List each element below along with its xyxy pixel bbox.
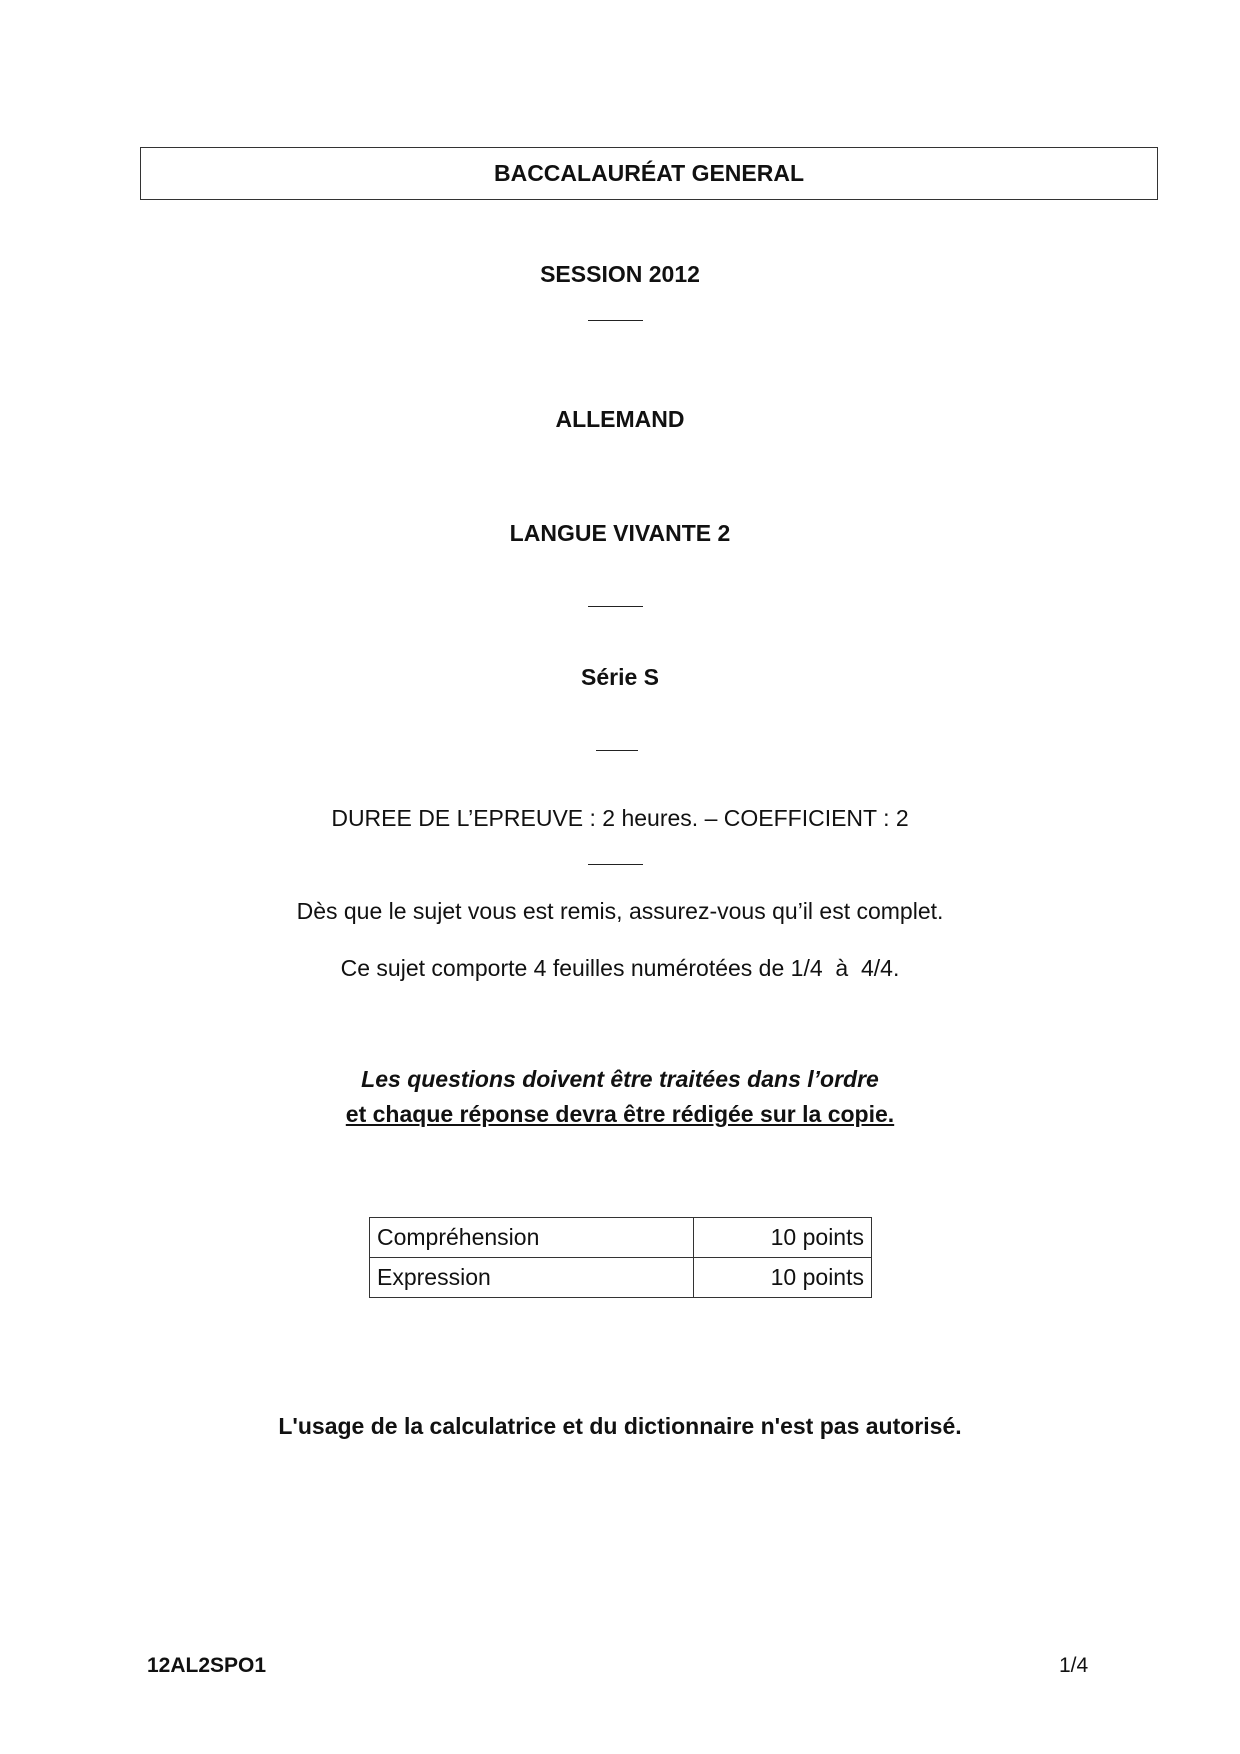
table-row xyxy=(370,1218,872,1258)
calculator-notice: L'usage de la calculatrice et du dictionnaire n'est pas autorisé. xyxy=(278,1413,962,1439)
language-level-label: LANGUE VIVANTE 2 xyxy=(509,520,731,546)
section-name: Compréhension xyxy=(370,1218,694,1258)
duration-coefficient: DUREE DE L’EPREUVE : 2 heures. – COEFFICIENT : 2 xyxy=(331,805,909,831)
series-label: Série S xyxy=(581,664,659,690)
order-instruction: Les questions doivent être traitées dans l’ordre xyxy=(361,1066,879,1092)
page-count-instruction: Ce sujet comporte 4 feuilles numérotées de 1/4 à 4/4. xyxy=(340,955,900,981)
subject-label: ALLEMAND xyxy=(555,406,685,432)
divider-rule xyxy=(588,606,643,607)
scoring-table xyxy=(369,1217,872,1298)
session-label: SESSION 2012 xyxy=(540,261,700,287)
section-points: 10 points xyxy=(694,1218,872,1258)
section-name: Expression xyxy=(370,1258,694,1298)
divider-rule xyxy=(588,320,643,321)
copy-instruction: et chaque réponse devra être rédigée sur la copie. xyxy=(345,1101,895,1127)
page-number: 1/4 xyxy=(1059,1654,1089,1677)
divider-rule xyxy=(596,750,638,751)
divider-rule xyxy=(588,864,643,865)
section-points: 10 points xyxy=(694,1258,872,1298)
exam-title: BACCALAURÉAT GENERAL xyxy=(493,160,805,186)
completeness-instruction: Dès que le sujet vous est remis, assurez-vous qu’il est complet. xyxy=(296,898,944,924)
exam-title-box xyxy=(140,147,1158,200)
subject-code: 12AL2SPO1 xyxy=(147,1654,267,1677)
table-row xyxy=(370,1258,872,1298)
